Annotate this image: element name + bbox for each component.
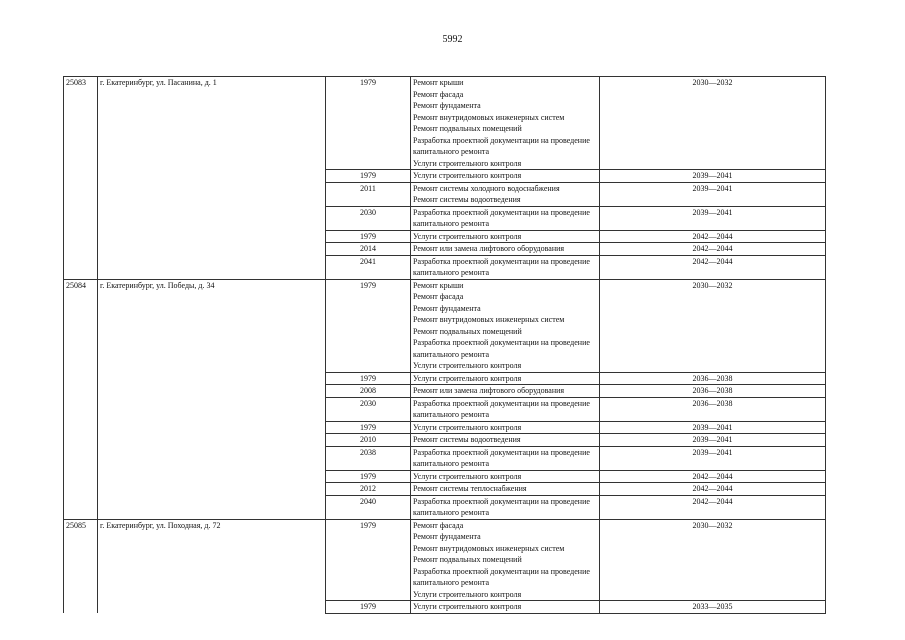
year-cell: 2030 xyxy=(326,206,411,230)
table-row xyxy=(64,279,826,372)
row-id-cell xyxy=(64,255,98,279)
table-row xyxy=(64,243,826,256)
works-cell: Услуги строительного контроля xyxy=(411,601,600,614)
period-cell: 2042—2044 xyxy=(600,495,826,519)
works-cell: Услуги строительного контроля xyxy=(411,470,600,483)
row-id-cell xyxy=(64,170,98,183)
row-id-cell xyxy=(64,206,98,230)
table-row xyxy=(64,483,826,496)
works-cell: Услуги строительного контроля xyxy=(411,372,600,385)
works-cell: Ремонт системы теплоснабжения xyxy=(411,483,600,496)
period-cell: 2039—2041 xyxy=(600,182,826,206)
year-cell: 1979 xyxy=(326,519,411,601)
address-cell xyxy=(98,385,326,398)
works-cell: Услуги строительного контроля xyxy=(411,230,600,243)
row-id-cell xyxy=(64,434,98,447)
address-cell xyxy=(98,182,326,206)
period-cell: 2042—2044 xyxy=(600,255,826,279)
year-cell: 2040 xyxy=(326,495,411,519)
address-cell: г. Екатеринбург, ул. Победы, д. 34 xyxy=(98,279,326,372)
table-row xyxy=(64,446,826,470)
period-cell: 2039—2041 xyxy=(600,421,826,434)
row-id-cell xyxy=(64,385,98,398)
works-cell: Ремонт системы холодного водоснабжения Ремонт системы водоотведения xyxy=(411,182,600,206)
year-cell: 1979 xyxy=(326,421,411,434)
works-cell: Разработка проектной документации на проведение капитального ремонта xyxy=(411,255,600,279)
period-cell: 2036—2038 xyxy=(600,372,826,385)
row-id-cell xyxy=(64,230,98,243)
works-cell: Услуги строительного контроля xyxy=(411,170,600,183)
works-cell: Разработка проектной документации на проведение капитального ремонта xyxy=(411,446,600,470)
works-cell: Ремонт или замена лифтового оборудования xyxy=(411,243,600,256)
year-cell: 2030 xyxy=(326,397,411,421)
works-cell: Разработка проектной документации на проведение капитального ремонта xyxy=(411,206,600,230)
row-id-cell xyxy=(64,372,98,385)
year-cell: 2012 xyxy=(326,483,411,496)
row-id-cell xyxy=(64,483,98,496)
year-cell: 2011 xyxy=(326,182,411,206)
year-cell: 1979 xyxy=(326,170,411,183)
row-id-cell xyxy=(64,182,98,206)
capital-repair-table xyxy=(63,76,826,614)
year-cell: 1979 xyxy=(326,470,411,483)
year-cell: 1979 xyxy=(326,601,411,614)
works-cell: Ремонт фасада Ремонт фундамента Ремонт внутридомовых инженерных систем Ремонт подвальных помещений Разработка проектной документации на проведение капитального ремонта Услуги строительного контроля xyxy=(411,519,600,601)
row-id-cell xyxy=(64,601,98,614)
works-cell: Ремонт крыши Ремонт фасада Ремонт фундамента Ремонт внутридомовых инженерных систем Ремонт подвальных помещений Разработка проектной документации на проведение капитального ремонта Услуги строительного контроля xyxy=(411,77,600,170)
address-cell xyxy=(98,483,326,496)
address-cell xyxy=(98,372,326,385)
address-cell: г. Екатеринбург, ул. Походная, д. 72 xyxy=(98,519,326,601)
address-cell xyxy=(98,446,326,470)
table-row xyxy=(64,230,826,243)
table-row xyxy=(64,434,826,447)
table-row xyxy=(64,601,826,614)
works-cell: Ремонт системы водоотведения xyxy=(411,434,600,447)
row-id-cell xyxy=(64,397,98,421)
table-row xyxy=(64,470,826,483)
table-row xyxy=(64,519,826,601)
row-id-cell xyxy=(64,470,98,483)
period-cell: 2039—2041 xyxy=(600,434,826,447)
table-row xyxy=(64,206,826,230)
table-row xyxy=(64,495,826,519)
period-cell: 2030—2032 xyxy=(600,279,826,372)
period-cell: 2042—2044 xyxy=(600,230,826,243)
address-cell xyxy=(98,421,326,434)
row-id-cell: 25083 xyxy=(64,77,98,170)
row-id-cell xyxy=(64,243,98,256)
address-cell: г. Екатеринбург, ул. Пасанина, д. 1 xyxy=(98,77,326,170)
works-cell: Разработка проектной документации на проведение капитального ремонта xyxy=(411,495,600,519)
table-row xyxy=(64,372,826,385)
period-cell: 2030—2032 xyxy=(600,519,826,601)
period-cell: 2039—2041 xyxy=(600,446,826,470)
table-row xyxy=(64,77,826,170)
table-row xyxy=(64,385,826,398)
period-cell: 2042—2044 xyxy=(600,243,826,256)
row-id-cell: 25085 xyxy=(64,519,98,601)
year-cell: 1979 xyxy=(326,279,411,372)
table-row xyxy=(64,182,826,206)
address-cell xyxy=(98,170,326,183)
row-id-cell xyxy=(64,495,98,519)
address-cell xyxy=(98,206,326,230)
works-cell: Ремонт или замена лифтового оборудования xyxy=(411,385,600,398)
works-cell: Услуги строительного контроля xyxy=(411,421,600,434)
table-row xyxy=(64,255,826,279)
year-cell: 1979 xyxy=(326,77,411,170)
address-cell xyxy=(98,243,326,256)
year-cell: 2014 xyxy=(326,243,411,256)
address-cell xyxy=(98,601,326,614)
period-cell: 2039—2041 xyxy=(600,170,826,183)
table-row xyxy=(64,421,826,434)
table-row xyxy=(64,397,826,421)
year-cell: 1979 xyxy=(326,230,411,243)
address-cell xyxy=(98,397,326,421)
year-cell: 2010 xyxy=(326,434,411,447)
period-cell: 2033—2035 xyxy=(600,601,826,614)
year-cell: 1979 xyxy=(326,372,411,385)
address-cell xyxy=(98,495,326,519)
year-cell: 2041 xyxy=(326,255,411,279)
period-cell: 2039—2041 xyxy=(600,206,826,230)
address-cell xyxy=(98,230,326,243)
address-cell xyxy=(98,434,326,447)
period-cell: 2042—2044 xyxy=(600,483,826,496)
period-cell: 2036—2038 xyxy=(600,397,826,421)
works-cell: Ремонт крыши Ремонт фасада Ремонт фундамента Ремонт внутридомовых инженерных систем Ремонт подвальных помещений Разработка проектной документации на проведение капитального ремонта Услуги строительного контроля xyxy=(411,279,600,372)
year-cell: 2038 xyxy=(326,446,411,470)
period-cell: 2036—2038 xyxy=(600,385,826,398)
table-row xyxy=(64,170,826,183)
row-id-cell xyxy=(64,446,98,470)
address-cell xyxy=(98,255,326,279)
row-id-cell: 25084 xyxy=(64,279,98,372)
address-cell xyxy=(98,470,326,483)
row-id-cell xyxy=(64,421,98,434)
period-cell: 2042—2044 xyxy=(600,470,826,483)
year-cell: 2008 xyxy=(326,385,411,398)
page-number: 5992 xyxy=(442,34,463,45)
period-cell: 2030—2032 xyxy=(600,77,826,170)
works-cell: Разработка проектной документации на проведение капитального ремонта xyxy=(411,397,600,421)
